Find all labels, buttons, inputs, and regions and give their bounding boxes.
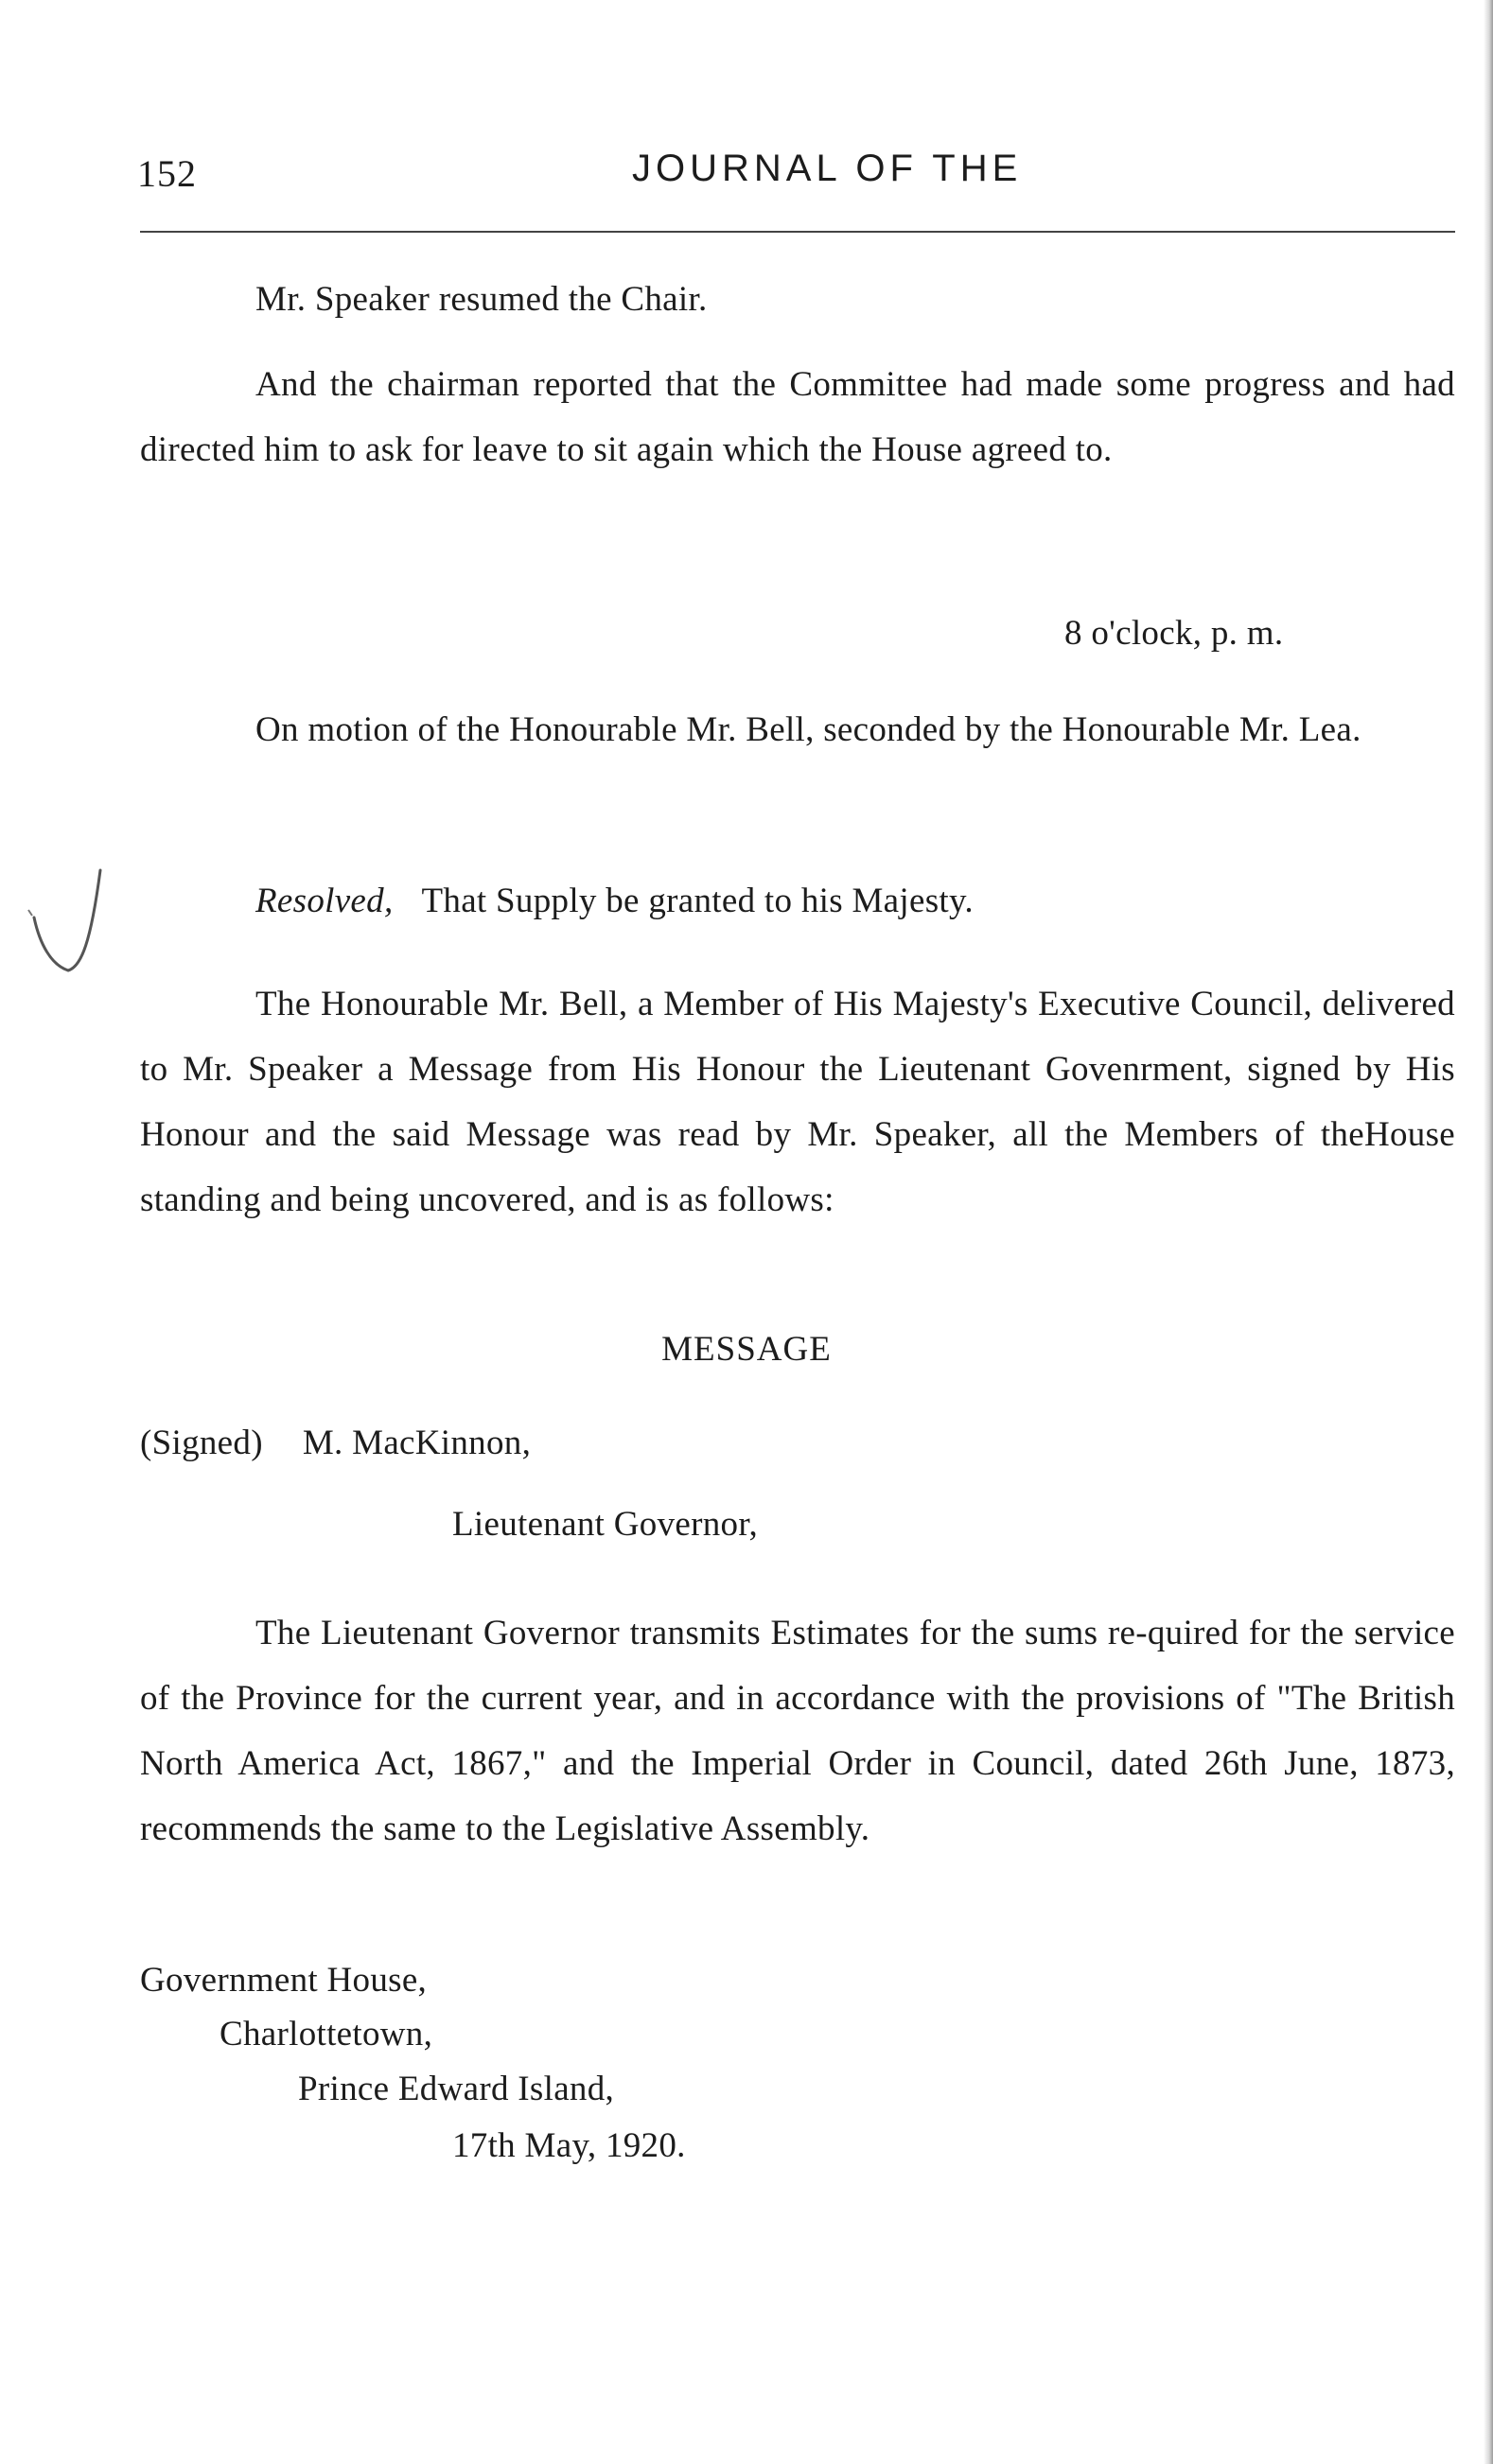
paragraph-motion: On motion of the Honourable Mr. Bell, seconded by the Honourable Mr. Lea. [255,710,1361,749]
paragraph-message-delivered: The Honourable Mr. Bell, a Member of His Majesty's Executive Council, delivered to Mr. Speaker a Message from His Honour the Lieutenant Govenrment, signed by His Honour and the said Message was read by Mr. Speaker, all the Members of theHouse standing and being uncovered, and is as follows: [140,985,1455,1219]
address-line-2: Charlottetown, [220,2015,433,2053]
message-heading: MESSAGE [661,1330,832,1369]
signatory-title: Lieutenant Governor, [452,1505,759,1544]
page-number: 152 [137,152,197,195]
time-stamp: 8 o'clock, p. m. [1064,614,1284,653]
header-rule [140,231,1455,233]
signatory-name: M. MacKinnon, [302,1424,532,1462]
address-line-3: Prince Edward Island, [298,2070,615,2108]
resolution-text: That Supply be granted to his Majesty. [421,882,974,920]
resolved-label: Resolved, [255,882,394,920]
handwritten-check-mark-icon [26,861,112,988]
signature-line [140,1421,531,1466]
address-line-1: Government House, [140,1961,428,2000]
paragraph-chairman-report: And the chairman reported that the Committee had made some progress and had directed him to ask for leave to sit again which the House agreed to. [140,365,1455,469]
paragraph-speaker-resumed: Mr. Speaker resumed the Chair. [255,280,708,319]
page-edge-shadow [1484,0,1493,2464]
signed-label: (Signed) [140,1424,263,1462]
resolution-line [255,879,974,924]
paragraph-estimates: The Lieutenant Governor transmits Estimates for the sums re-quired for the service of the Province for the current year, and in accordance with the provisions of "The British North America Act, 1867," and the Imperial Order in Council, dated 26th June, 1873, recommends the same to the Legislative Assembly. [140,1614,1455,1848]
address-date: 17th May, 1920. [452,2126,686,2165]
running-title: JOURNAL OF THE [632,148,1023,189]
